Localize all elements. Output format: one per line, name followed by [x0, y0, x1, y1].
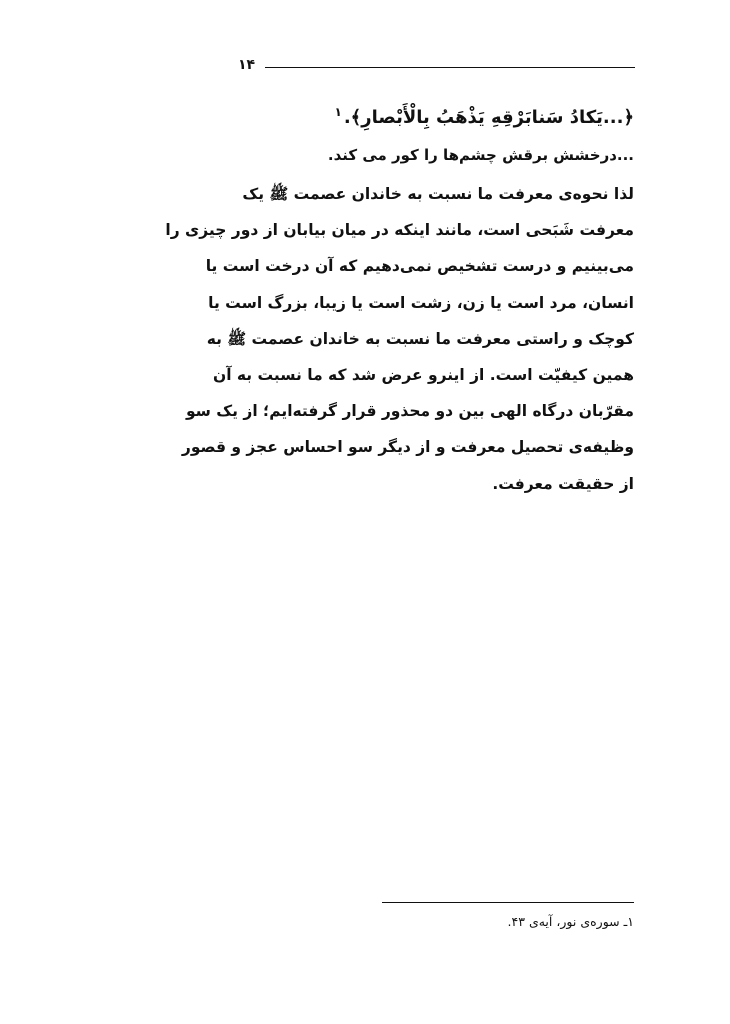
verse-text: ﴿...يَكادُ سَنابَرْقِهِ يَذْهَبُ بِالْأَبْصارِ﴾.	[343, 107, 634, 128]
page-number: ۱۴	[238, 57, 256, 73]
body-line-7: مقرّبان درگاه الهی بین دو محذور قرار گرفته‌ایم؛ از یک سو	[185, 402, 634, 421]
body-line-8: وظیفه‌ی تحصیل معرفت و از دیگر سو احساس عجز و قصور	[181, 438, 634, 457]
body-line-1: لذا نحوه‌ی معرفت ما نسبت به خاندان عصمت ﷺ یک	[242, 185, 634, 203]
verse-translation: ...درخشش برقش چشم‌ها را کور می کند.	[327, 146, 634, 164]
header-rule	[265, 67, 635, 68]
footnote: ۱ـ سوره‌ی نور، آیه‌ی ۴۳.	[507, 914, 634, 929]
body-line-6: همین کیفیّت است. از اینرو عرض شد که ما نسبت به آن	[212, 365, 634, 384]
body-line-2: معرفت شَبَحی است، مانند اینکه در میان بیابان از دور چیزی را	[165, 221, 634, 240]
footnote-marker: ۱	[334, 105, 342, 119]
quran-verse	[194, 96, 634, 134]
body-line-5: کوچک و راستی معرفت ما نسبت به خاندان عصمت ﷺ به	[206, 329, 634, 348]
body-paragraph	[165, 176, 634, 502]
body-line-9: از حقیقت معرفت.	[492, 474, 634, 493]
footnote-rule	[382, 902, 634, 903]
body-line-4: انسان، مرد است یا زن، زشت است یا زیبا، بزرگ است یا	[208, 293, 634, 312]
body-line-3: می‌بینیم و درست تشخیص نمی‌دهیم که آن درخت است یا	[205, 257, 634, 276]
